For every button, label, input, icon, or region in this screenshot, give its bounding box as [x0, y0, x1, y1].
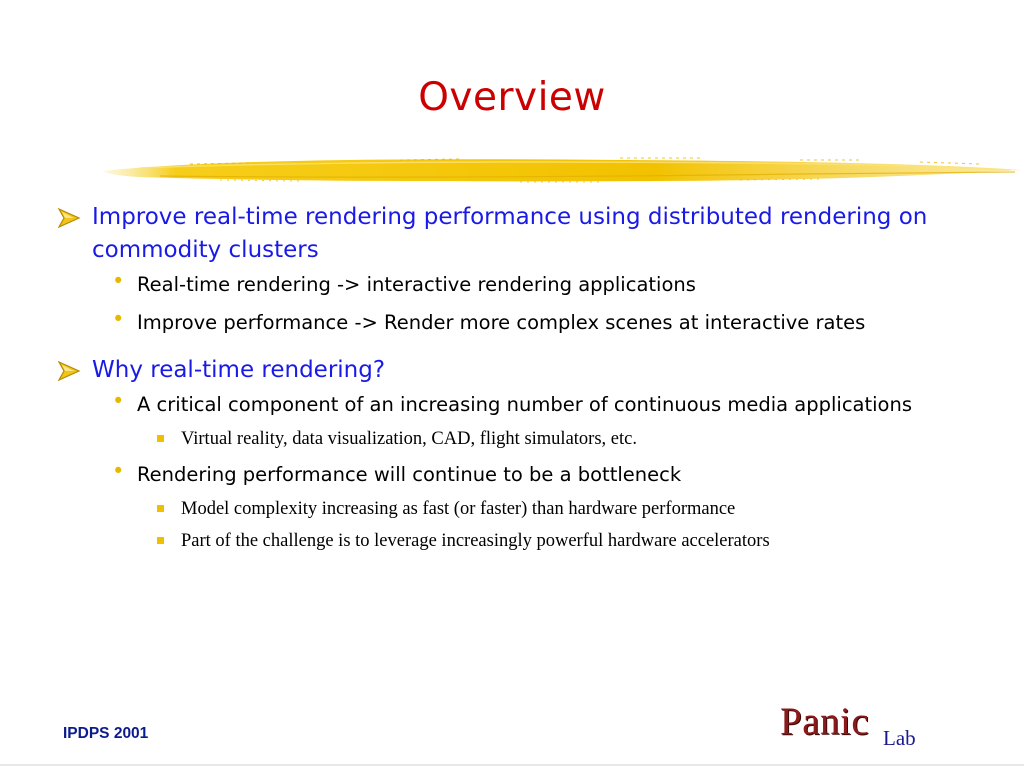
bullet-level3 — [56, 426, 966, 452]
bullet-text: A critical component of an increasing number of continuous media applications — [137, 393, 913, 416]
dot-bullet-icon: • — [112, 307, 125, 331]
bullet-level2 — [56, 459, 966, 490]
bottom-divider — [0, 764, 1024, 766]
bullet-level3 — [56, 496, 966, 522]
bullet-level2 — [56, 389, 966, 420]
bullet-text: Part of the challenge is to leverage increasingly powerful hardware accelerators — [181, 531, 770, 551]
bullet-level2 — [56, 269, 966, 300]
square-bullet-icon — [157, 537, 164, 544]
bullet-text: Improve real-time rendering performance using distributed rendering on commodity clusters — [92, 204, 928, 263]
bullet-level1 — [56, 354, 966, 387]
bullet-level1 — [56, 201, 966, 267]
bullet-level2 — [56, 307, 966, 338]
bullet-text: Virtual reality, data visualization, CAD, flight simulators, etc. — [181, 429, 637, 449]
bullet-list — [56, 201, 966, 554]
square-bullet-icon — [157, 505, 164, 512]
panic-lab-logo — [780, 700, 940, 750]
bullet-text: Why real-time rendering? — [92, 357, 386, 383]
bullet-level3 — [56, 528, 966, 554]
bullet-text: Real-time rendering -> interactive rendering applications — [137, 273, 696, 296]
footer-conference: IPDPS 2001 — [63, 725, 149, 742]
brush-stroke-divider — [100, 150, 1024, 190]
bullet-text: Improve performance -> Render more complex scenes at interactive rates — [137, 311, 866, 334]
logo-main-text: Panic — [780, 700, 870, 743]
bullet-text: Model complexity increasing as fast (or faster) than hardware performance — [181, 499, 736, 519]
bullet-text: Rendering performance will continue to be a bottleneck — [137, 463, 682, 486]
dot-bullet-icon: • — [112, 459, 125, 483]
dot-bullet-icon: • — [112, 389, 125, 413]
logo-sub-text: Lab — [883, 726, 916, 750]
slide-title: Overview — [418, 75, 606, 120]
dot-bullet-icon: • — [112, 269, 125, 293]
square-bullet-icon — [157, 435, 164, 442]
arrowhead-bullet-icon — [56, 360, 82, 382]
arrowhead-bullet-icon — [56, 207, 82, 229]
